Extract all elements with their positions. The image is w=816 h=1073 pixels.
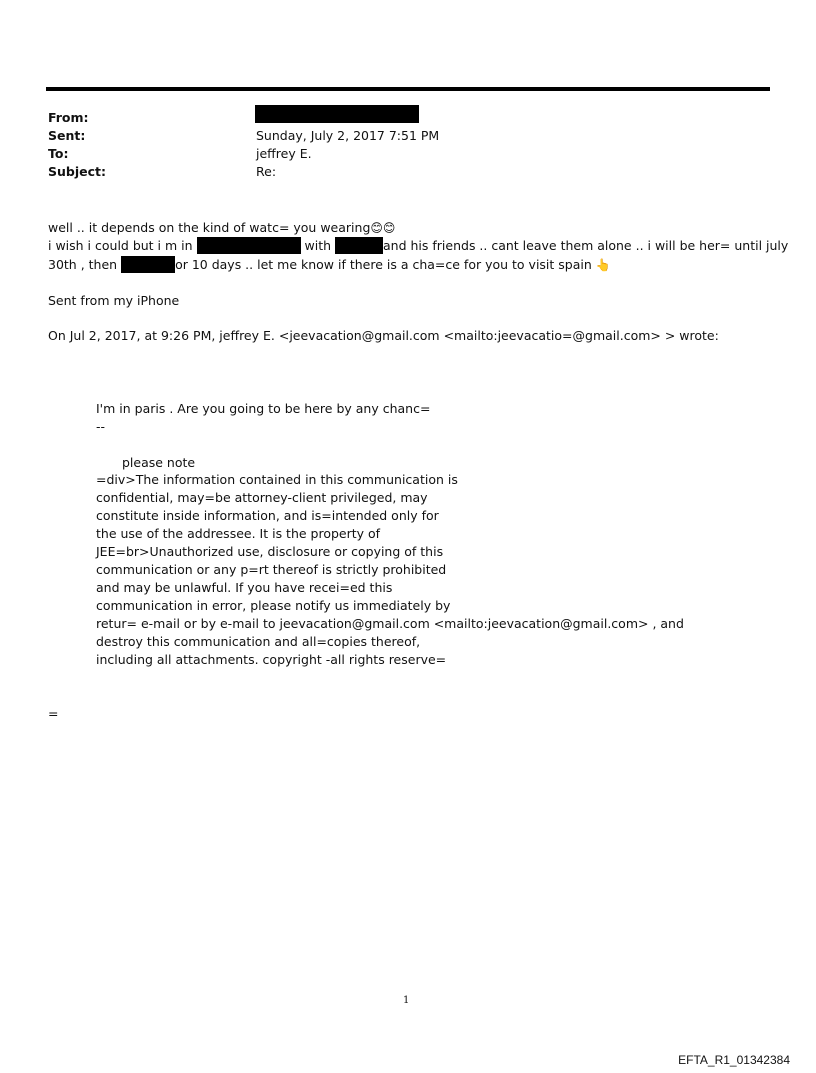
disclaimer-line: communication in error, please notify us immediately by (96, 598, 451, 613)
destination-redaction (121, 256, 175, 273)
smile-emoji-icon: 😊😊 (370, 221, 396, 235)
from-redaction (255, 105, 419, 123)
note-title: please note (122, 455, 196, 470)
page-number: 1 (403, 995, 410, 1006)
disclaimer-line: =div>The information contained in this communication is (96, 472, 458, 487)
from-label: From: (48, 110, 89, 125)
trailing-equals: = (48, 706, 59, 721)
name-redaction (335, 237, 383, 254)
disclaimer-line: constitute inside information, and is=intended only for (96, 508, 439, 523)
disclaimer-line: including all attachments. copyright -all rights reserve= (96, 652, 447, 667)
sent-value: Sunday, July 2, 2017 7:51 PM (256, 128, 440, 143)
disclaimer-line: the use of the addressee. It is the property of (96, 526, 381, 541)
disclaimer-line: JEE=br>Unauthorized use, disclosure or copying of this (96, 544, 444, 559)
pointing-hand-icon: 👆 (595, 258, 611, 272)
subject-value: Re: (256, 164, 277, 179)
body-line-1 (48, 219, 395, 237)
disclaimer-line: communication or any p=rt thereof is strictly prohibited (96, 562, 447, 577)
to-label: To: (48, 146, 69, 161)
subject-label: Subject: (48, 164, 106, 179)
disclaimer-line: destroy this communication and all=copies thereof, (96, 634, 421, 649)
body-line-3 (48, 256, 611, 274)
body-line-2-a: i wish i could but i m in (48, 238, 193, 253)
to-value: jeffrey E. (256, 146, 312, 161)
sent-label: Sent: (48, 128, 86, 143)
body-line-3-b: or 10 days .. let me know if there is a cha=ce for you to visit spain (175, 257, 592, 272)
reply-header: On Jul 2, 2017, at 9:26 PM, jeffrey E. <jeevacation@gmail.com <mailto:jeevacatio=@gmail.com> > wrote: (48, 328, 719, 343)
disclaimer-line: and may be unlawful. If you have recei=ed this (96, 580, 393, 595)
disclaimer-line: confidential, may=be attorney-client privileged, may (96, 490, 428, 505)
body-line-1-text: well .. it depends on the kind of watc= you wearing (48, 220, 371, 235)
body-line-2-b: with (304, 238, 332, 253)
quoted-line-1: I'm in paris . Are you going to be here by any chanc= (96, 401, 431, 416)
signature: Sent from my iPhone (48, 293, 180, 308)
disclaimer-line: retur= e-mail or by e-mail to jeevacation@gmail.com <mailto:jeevacation@gmail.com> , and (96, 616, 684, 631)
body-line-3-a: 30th , then (48, 257, 118, 272)
location-redaction (197, 237, 301, 254)
body-line-2 (48, 237, 788, 255)
body-line-2-c: and his friends .. cant leave them alone .. i will be her= until july (383, 238, 789, 253)
document-id: EFTA_R1_01342384 (678, 1053, 790, 1067)
quoted-line-2: -- (96, 419, 106, 434)
header-rule (46, 87, 770, 91)
